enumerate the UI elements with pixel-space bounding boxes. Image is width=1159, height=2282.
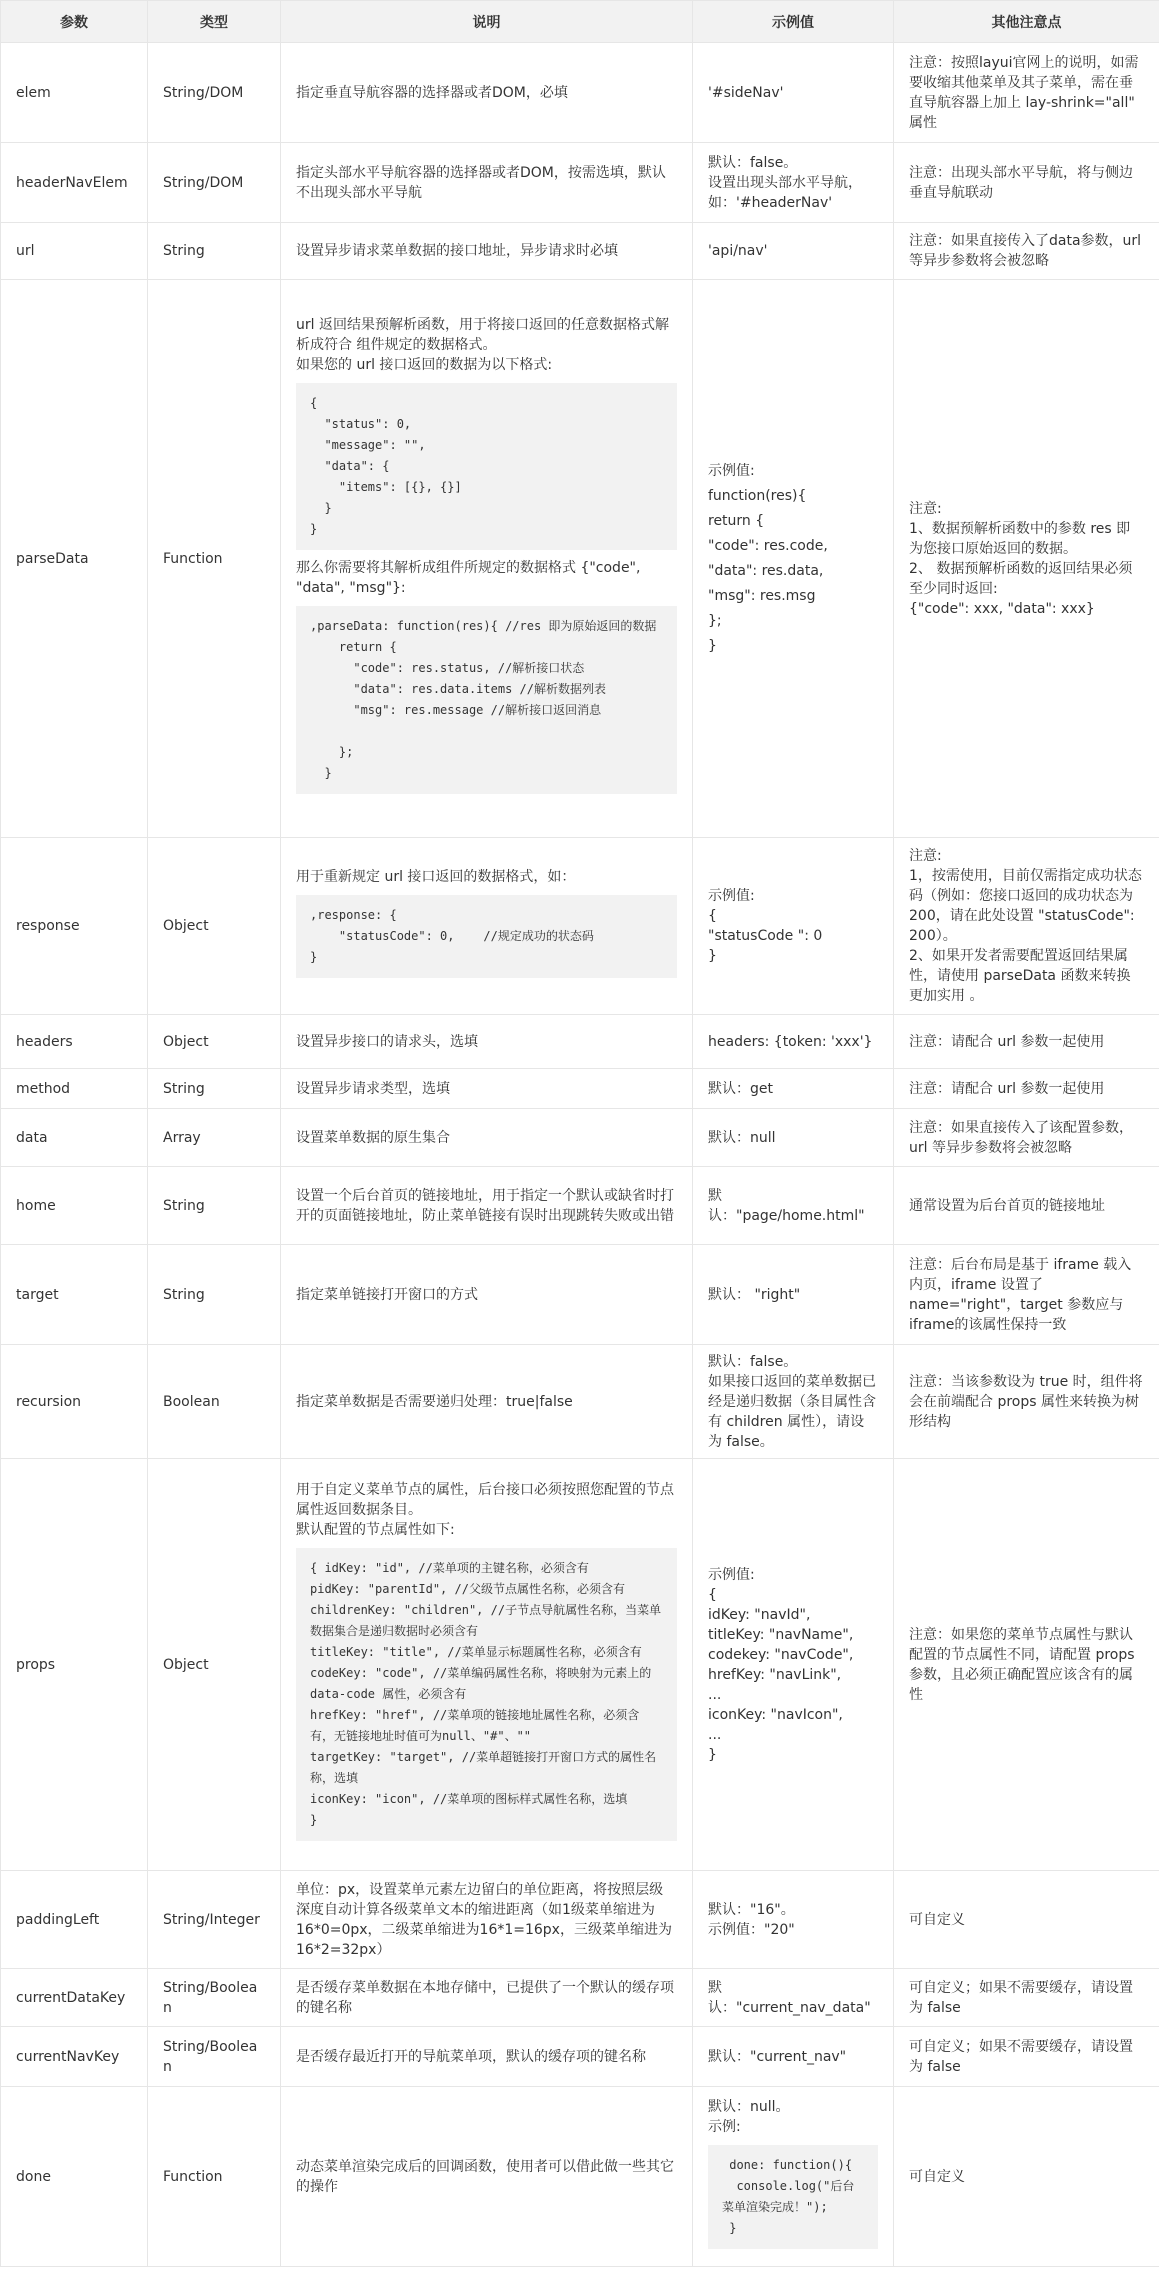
param-name: target: [1, 1245, 148, 1345]
table-row: [1, 43, 1159, 143]
param-name: parseData: [1, 280, 148, 838]
table-row: [1, 1969, 1159, 2027]
param-name: done: [1, 2087, 148, 2267]
desc-text: 用于重新规定 url 接口返回的数据格式，如：: [296, 868, 576, 885]
example-line: return {: [708, 512, 765, 529]
param-name: headers: [1, 1015, 148, 1069]
param-name: response: [1, 838, 148, 1015]
param-name: data: [1, 1109, 148, 1167]
param-note: 注意：如果直接传入了该配置参数，url 等异步参数将会被忽略: [894, 1109, 1159, 1167]
example-line: }: [708, 637, 717, 654]
param-note: 可自定义: [894, 1871, 1159, 1969]
table-row: [1, 1069, 1159, 1109]
param-desc: 设置菜单数据的原生集合: [281, 1109, 693, 1167]
param-desc: 指定垂直导航容器的选择器或者DOM，必填: [281, 43, 693, 143]
param-type: String/DOM: [148, 143, 281, 223]
param-name: method: [1, 1069, 148, 1109]
param-note: 注意：当该参数设为 true 时，组件将会在前端配合 props 属性来转换为树形结构: [894, 1345, 1159, 1459]
param-type: String: [148, 223, 281, 280]
example-line: 示例值:: [708, 462, 755, 479]
param-name: url: [1, 223, 148, 280]
param-example: 'api/nav': [693, 223, 894, 280]
param-example: [693, 2087, 894, 2267]
table-row: [1, 1459, 1159, 1871]
example-line: function(res){: [708, 487, 807, 504]
param-note: 可自定义；如果不需要缓存，请设置为 false: [894, 2027, 1159, 2087]
param-type: String: [148, 1167, 281, 1245]
table-row: [1, 1109, 1159, 1167]
table-row: [1, 2027, 1159, 2087]
param-note: 注意：请配合 url 参数一起使用: [894, 1015, 1159, 1069]
param-note: 可自定义: [894, 2087, 1159, 2267]
desc-text: 用于自定义菜单节点的属性，后台接口必须按照您配置的节点属性返回数据条目。 默认配置的节点属性如下:: [296, 1482, 674, 1538]
param-type: Object: [148, 838, 281, 1015]
param-name: paddingLeft: [1, 1871, 148, 1969]
param-example: 默认：false。 如果接口返回的菜单数据已经是递归数据（条目属性含有 children 属性），请设为 false。: [693, 1345, 894, 1459]
param-example: 默认："current_nav_data": [693, 1969, 894, 2027]
example-line: };: [708, 612, 722, 629]
param-name: currentNavKey: [1, 2027, 148, 2087]
param-example: 默认："16"。 示例值："20": [693, 1871, 894, 1969]
param-example: 示例值: { "statusCode ": 0 }: [693, 838, 894, 1015]
param-name: props: [1, 1459, 148, 1871]
table-row: [1, 1345, 1159, 1459]
param-desc: 设置异步请求菜单数据的接口地址，异步请求时必填: [281, 223, 693, 280]
table-row: [1, 1871, 1159, 1969]
param-desc: [281, 838, 693, 1015]
param-example: 默认："page/home.html": [693, 1167, 894, 1245]
param-example: 示例值: { idKey: "navId", titleKey: "navName", codekey: "navCode", hrefKey: "navLink", ... iconKey: "navIcon", ... }: [693, 1459, 894, 1871]
param-note: 注意：如果直接传入了data参数，url等异步参数将会被忽略: [894, 223, 1159, 280]
param-note: 注意：如果您的菜单节点属性与默认配置的节点属性不同，请配置 props参数，且必须正确配置应该含有的属性: [894, 1459, 1159, 1871]
param-type: Function: [148, 280, 281, 838]
header-example: 示例值: [693, 1, 894, 43]
header-param: 参数: [1, 1, 148, 43]
param-note: 可自定义；如果不需要缓存，请设置为 false: [894, 1969, 1159, 2027]
table-row: [1, 143, 1159, 223]
param-desc: 指定头部水平导航容器的选择器或者DOM，按需选填，默认不出现头部水平导航: [281, 143, 693, 223]
example-text: 默认：null。 示例:: [708, 2098, 790, 2135]
param-desc: 是否缓存菜单数据在本地存储中，已提供了一个默认的缓存项的键名称: [281, 1969, 693, 2027]
param-desc: 指定菜单链接打开窗口的方式: [281, 1245, 693, 1345]
table-row: [1, 1167, 1159, 1245]
param-desc: 是否缓存最近打开的导航菜单项，默认的缓存项的键名称: [281, 2027, 693, 2087]
example-line: "msg": res.msg: [708, 587, 816, 604]
table-row: [1, 2087, 1159, 2267]
param-note: 注意：出现头部水平导航，将与侧边垂直导航联动: [894, 143, 1159, 223]
param-example: 默认："current_nav": [693, 2027, 894, 2087]
param-example: headers: {token: 'xxx'}: [693, 1015, 894, 1069]
table-row: [1, 838, 1159, 1015]
param-example: 默认：false。 设置出现头部水平导航，如：'#headerNav': [693, 143, 894, 223]
param-example: 默认： "right": [693, 1245, 894, 1345]
param-name: recursion: [1, 1345, 148, 1459]
param-type: Array: [148, 1109, 281, 1167]
param-example: '#sideNav': [693, 43, 894, 143]
param-desc: 设置一个后台首页的链接地址，用于指定一个默认或缺省时打开的页面链接地址，防止菜单链接有误时出现跳转失败或出错: [281, 1167, 693, 1245]
param-note: 注意: 1、数据预解析函数中的参数 res 即为您接口原始返回的数据。 2、 数据预解析函数的返回结果必须至少同时返回: {"code": xxx, "data": xxx}: [894, 280, 1159, 838]
param-example: [693, 280, 894, 838]
param-type: String: [148, 1245, 281, 1345]
table-row: [1, 280, 1159, 838]
param-type: String: [148, 1069, 281, 1109]
param-desc: [281, 1459, 693, 1871]
table-header-row: [1, 1, 1159, 43]
code-block: { "status": 0, "message": "", "data": { "items": [{}, {}] } }: [296, 383, 677, 550]
param-desc: 设置异步接口的请求头，选填: [281, 1015, 693, 1069]
param-note: 注意：按照layui官网上的说明，如需要收缩其他菜单及其子菜单，需在垂直导航容器上加上 lay-shrink="all" 属性: [894, 43, 1159, 143]
param-example: 默认：null: [693, 1109, 894, 1167]
table-row: [1, 223, 1159, 280]
code-block: ,parseData: function(res){ //res 即为原始返回的数据 return { "code": res.status, //解析接口状态 "data": res.data.items //解析数据列表 "msg": res.message //解析接口返回消息 }; }: [296, 606, 677, 794]
param-type: String/DOM: [148, 43, 281, 143]
param-note: 通常设置为后台首页的链接地址: [894, 1167, 1159, 1245]
param-note: 注意: 1，按需使用，目前仅需指定成功状态码（例如：您接口返回的成功状态为200，请在此处设置 "statusCode": 200）。 2、如果开发者需要配置返回结果属性，请使用 parseData 函数来转换更加实用 。: [894, 838, 1159, 1015]
param-type: Object: [148, 1015, 281, 1069]
example-line: "code": res.code,: [708, 537, 828, 554]
param-note: 注意：请配合 url 参数一起使用: [894, 1069, 1159, 1109]
code-block: done: function(){ console.log("后台菜单渲染完成！"); }: [708, 2145, 878, 2249]
param-type: Object: [148, 1459, 281, 1871]
param-name: elem: [1, 43, 148, 143]
code-block: { idKey: "id", //菜单项的主键名称，必须含有 pidKey: "parentId", //父级节点属性名称，必须含有 childrenKey: "children", //子节点导航属性名称，当菜单数据集合是递归数据时必须含有 titleKey: "title", //菜单显示标题属性名称，必须含有 codeKey: "code", //菜单编码属性名称，将映射为元素上的 data-code 属性，必须含有 hrefKey: "href", //菜单项的链接地址属性名称，必须含有，无链接地址时值可为null、"#"、"" targetKey: "target", //菜单超链接打开窗口方式的属性名称，选填 iconKey: "icon", //菜单项的图标样式属性名称，选填 }: [296, 1548, 677, 1841]
param-type: String/Boolean: [148, 2027, 281, 2087]
param-name: home: [1, 1167, 148, 1245]
header-note: 其他注意点: [894, 1, 1159, 43]
param-type: String/Integer: [148, 1871, 281, 1969]
param-desc: 单位：px，设置菜单元素左边留白的单位距离，将按照层级深度自动计算各级菜单文本的缩进距离（如1级菜单缩进为16*0=0px，二级菜单缩进为16*1=16px，三级菜单缩进为16*2=32px）: [281, 1871, 693, 1969]
param-type: String/Boolean: [148, 1969, 281, 2027]
desc-text: 那么你需要将其解析成组件所规定的数据格式 {"code", "data", "msg"}:: [296, 560, 641, 596]
param-desc: [281, 280, 693, 838]
param-desc: 动态菜单渲染完成后的回调函数，使用者可以借此做一些其它的操作: [281, 2087, 693, 2267]
param-type: Function: [148, 2087, 281, 2267]
param-desc: 指定菜单数据是否需要递归处理：true|false: [281, 1345, 693, 1459]
param-type: Boolean: [148, 1345, 281, 1459]
table-row: [1, 1245, 1159, 1345]
param-name: headerNavElem: [1, 143, 148, 223]
param-name: currentDataKey: [1, 1969, 148, 2027]
param-note: 注意：后台布局是基于 iframe 载入内页，iframe 设置了 name="right"，target 参数应与iframe的该属性保持一致: [894, 1245, 1159, 1345]
param-example: 默认：get: [693, 1069, 894, 1109]
example-line: "data": res.data,: [708, 562, 824, 579]
code-block: ,response: { "statusCode": 0, //规定成功的状态码 }: [296, 895, 677, 978]
param-desc: 设置异步请求类型，选填: [281, 1069, 693, 1109]
desc-text: url 返回结果预解析函数，用于将接口返回的任意数据格式解析成符合 组件规定的数据格式。 如果您的 url 接口返回的数据为以下格式:: [296, 317, 669, 373]
header-type: 类型: [148, 1, 281, 43]
header-desc: 说明: [281, 1, 693, 43]
table-row: [1, 1015, 1159, 1069]
